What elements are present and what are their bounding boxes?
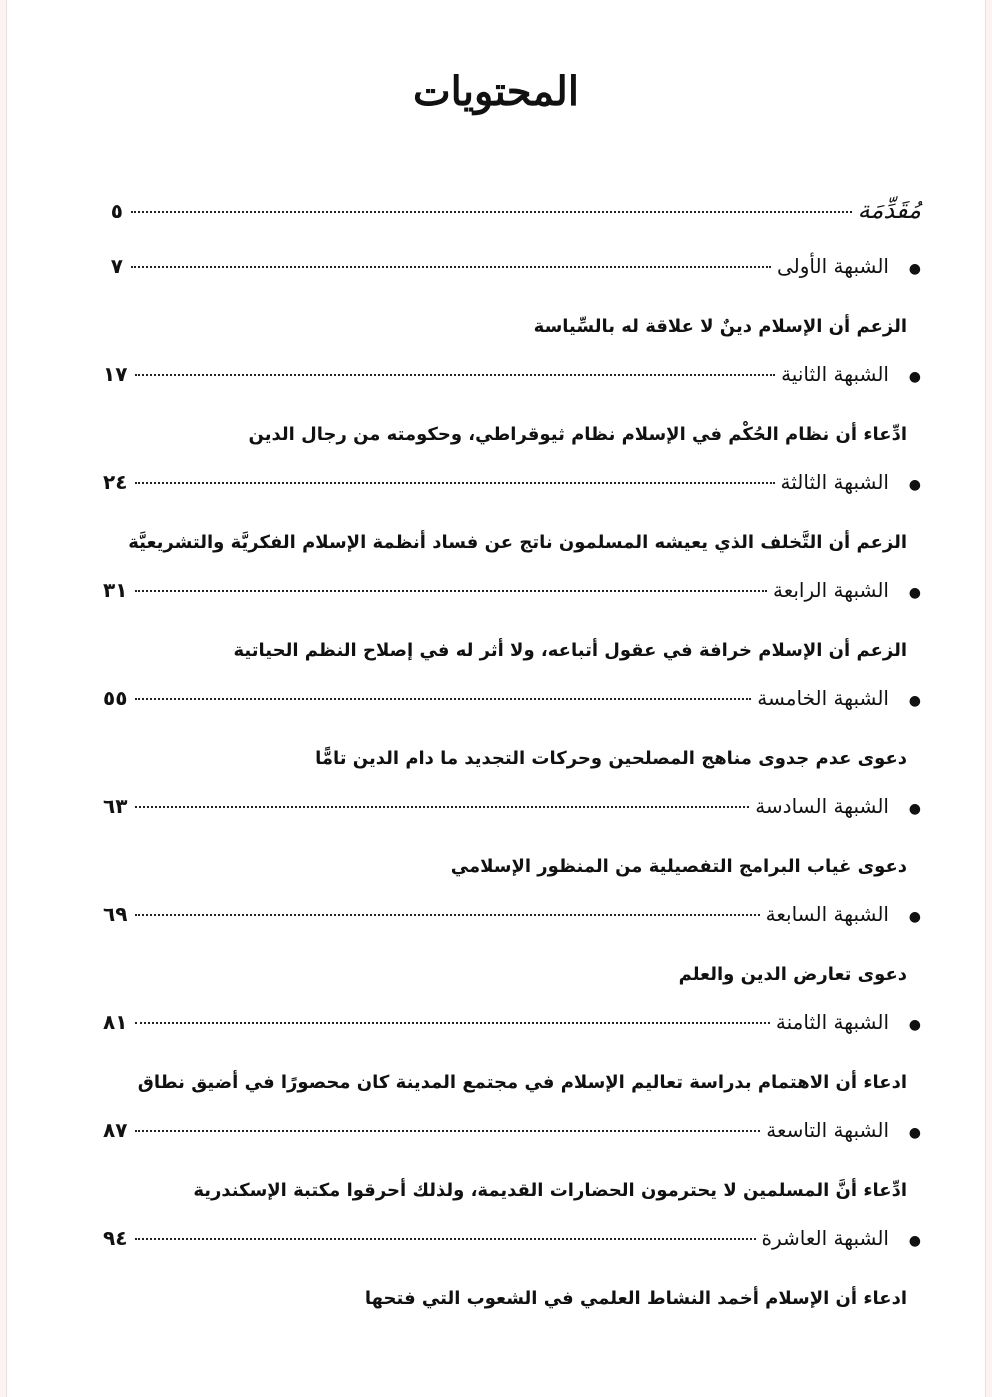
leader-dots <box>131 266 771 268</box>
leader-dots <box>135 374 775 376</box>
toc-page-number: ٦٣ <box>103 794 128 818</box>
leader-dots <box>135 1022 770 1024</box>
toc-entry-9[interactable] <box>103 1118 921 1158</box>
toc-page-number: ٥٥ <box>103 686 128 710</box>
toc-entry-label: الشبهة الخامسة <box>757 686 889 710</box>
toc-entry-5[interactable] <box>103 686 921 726</box>
toc-entry-4[interactable] <box>103 578 921 618</box>
toc-entry-label: الشبهة السابعة <box>765 902 889 926</box>
leader-dots <box>131 211 852 213</box>
toc-entry-description: ادعاء أن الاهتمام بدراسة تعاليم الإسلام في مجتمع المدينة كان محصورًا في أضيق نطاق <box>137 1072 907 1093</box>
toc-entry-label: مُقَدِّمَة <box>857 196 921 224</box>
bullet-icon: ● <box>908 1233 921 1249</box>
toc-entry-description: ادِّعاء أن نظام الحُكْم في الإسلام نظام ثيوقراطي، وحكومته من رجال الدين <box>248 424 907 445</box>
toc-entry-description: الزعم أن الإسلام خرافة في عقول أتباعه، ولا أثر له في إصلاح النظم الحياتية <box>233 640 907 661</box>
toc-entry-description: ادعاء أن الإسلام أخمد النشاط العلمي في الشعوب التي فتحها <box>364 1288 907 1309</box>
toc-entry-3[interactable] <box>103 470 921 510</box>
leader-dots <box>135 698 751 700</box>
toc-page-number: ٨١ <box>103 1010 128 1034</box>
bullet-icon: ● <box>908 693 921 709</box>
toc-entry-description: دعوى غياب البرامج التفصيلية من المنظور الإسلامي <box>450 856 907 877</box>
toc-page-number: ١٧ <box>103 362 128 386</box>
toc-entry-label: الشبهة الثامنة <box>775 1010 889 1034</box>
toc-page-number: ٦٩ <box>103 902 128 926</box>
page-title: المحتويات <box>413 68 579 115</box>
toc-entry-7[interactable] <box>103 902 921 942</box>
document-page <box>6 0 986 1397</box>
toc-entry-label: الشبهة السادسة <box>755 794 889 818</box>
toc-entry-label: الشبهة التاسعة <box>766 1118 889 1142</box>
toc-entry-description: دعوى تعارض الدين والعلم <box>678 964 907 985</box>
toc-entry-label: الشبهة الثالثة <box>780 470 889 494</box>
bullet-icon: ● <box>908 801 921 817</box>
toc-page-number: ٢٤ <box>103 470 128 494</box>
toc-entry-description: الزعم أن التَّخلف الذي يعيشه المسلمون ناتج عن فساد أنظمة الإسلام الفكريَّة والتشريعيَّة <box>128 532 907 553</box>
toc-entry-description: ادِّعاء أنَّ المسلمين لا يحترمون الحضارات القديمة، ولذلك أحرقوا مكتبة الإسكندرية <box>193 1180 907 1201</box>
toc-page-number: ٨٧ <box>103 1118 128 1142</box>
toc-entry-label: الشبهة الرابعة <box>772 578 889 602</box>
toc-page-number: ٣١ <box>103 578 128 602</box>
toc-page-number: ٧ <box>110 254 123 278</box>
toc-page-number: ٥ <box>110 199 123 223</box>
toc-page-number: ٩٤ <box>103 1226 128 1250</box>
toc-entry-label: الشبهة العاشرة <box>761 1226 889 1250</box>
toc-entry-10[interactable] <box>103 1226 921 1266</box>
toc-entry-description: دعوى عدم جدوى مناهج المصلحين وحركات التجديد ما دام الدين تامًّا <box>315 748 907 769</box>
leader-dots <box>135 482 774 484</box>
leader-dots <box>135 590 767 592</box>
bullet-icon: ● <box>908 477 921 493</box>
leader-dots <box>135 914 759 916</box>
bullet-icon: ● <box>908 1125 921 1141</box>
bullet-icon: ● <box>908 369 921 385</box>
toc-entry-8[interactable] <box>103 1010 921 1050</box>
bullet-icon: ● <box>908 261 921 277</box>
toc-entry-label: الشبهة الثانية <box>781 362 889 386</box>
bullet-icon: ● <box>908 585 921 601</box>
bullet-icon: ● <box>908 1017 921 1033</box>
toc-entry-1[interactable] <box>103 254 921 294</box>
leader-dots <box>135 1238 755 1240</box>
toc-entry-2[interactable] <box>103 362 921 402</box>
toc-entry-6[interactable] <box>103 794 921 834</box>
toc-entry-label: الشبهة الأولى <box>777 254 889 278</box>
toc-entry-description: الزعم أن الإسلام دينٌ لا علاقة له بالسِّياسة <box>533 316 907 337</box>
toc-entry-intro[interactable] <box>103 196 921 236</box>
leader-dots <box>135 1130 760 1132</box>
bullet-icon: ● <box>908 909 921 925</box>
leader-dots <box>135 806 749 808</box>
